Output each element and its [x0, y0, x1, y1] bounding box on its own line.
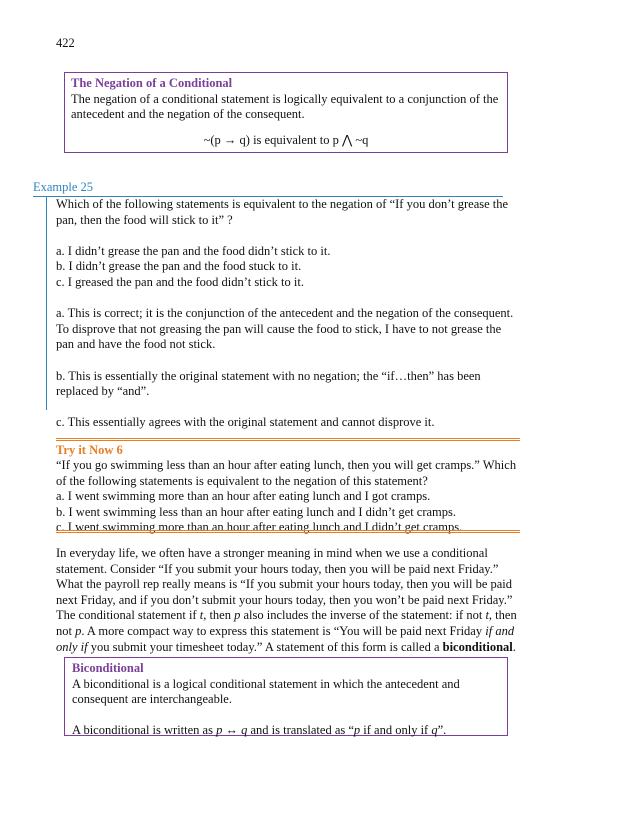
- try-it-option-b: b. I went swimming less than an hour after eating lunch and I didn’t get cramps.: [56, 504, 457, 519]
- try-it-top-rule-2: [56, 440, 520, 441]
- try-it-top-rule: [56, 438, 520, 439]
- try-it-option-a: a. I went swimming more than an hour after eating lunch and I got cramps.: [56, 489, 431, 504]
- try-it-bottom-rule: [56, 530, 520, 531]
- negation-definition-box: [64, 72, 508, 153]
- biconditional-definition-box: [64, 657, 508, 736]
- example-answer-a: a. This is correct; it is the conjunction of the antecedent and the negation of the consequent. To disprove that not greasing the pan will cause the food to stick, I have to not grease the pan and have the food not stick.: [56, 306, 514, 352]
- biconditional-formula: p ↔ q: [216, 723, 248, 738]
- biconditional-intro-paragraph: In everyday life, we often have a stronger meaning in mind when we use a conditional statement. Consider “If you submit your hours today, then you will be paid next Friday.” What the payroll rep really means is “If you submit your hours today, then you will be paid next Friday, and if you don’t submit your hours today, then you won’t be paid next Friday.” The conditional statement if t, then p also includes the inverse of the statement: if not t, then not p. A more compact way to express this statement is “You will be paid next Friday if and only if you submit your timesheet today.” A statement of this form is called a biconditional.: [56, 546, 517, 654]
- try-it-prompt: “If you go swimming less than an hour after eating lunch, then you will get cramps.” Which of the following statements is equivalent to the negation of this statement?: [56, 458, 517, 488]
- try-it-box: [56, 443, 520, 535]
- try-it-bottom-rule-2: [56, 532, 520, 533]
- negation-box-body: The negation of a conditional statement is logically equivalent to a conjunction of the antecedent and the negation of the consequent.: [71, 91, 499, 121]
- try-it-title: Try it Now 6: [56, 443, 123, 457]
- biconditional-notation: A biconditional is written as p ↔ q and is translated as “p if and only if q”.: [72, 723, 447, 738]
- example-left-bar: [46, 196, 47, 410]
- biconditional-definition: A biconditional is a logical conditional statement in which the antecedent and consequent are interchangeable.: [72, 676, 460, 706]
- example-answer-b: b. This is essentially the original statement with no negation; the “if…then” has been replaced by “and”.: [56, 368, 481, 399]
- biconditional-term: biconditional: [442, 639, 513, 654]
- page-number: 422: [56, 36, 75, 50]
- example-body: [56, 197, 518, 431]
- biconditional-box-title: Biconditional: [72, 661, 144, 675]
- example-answer-c: c. This essentially agrees with the original statement and cannot disprove it.: [56, 415, 435, 430]
- example-option-c: c. I greased the pan and the food didn’t stick to it.: [56, 274, 304, 289]
- if-and-only-if-phrase: if and only if: [56, 623, 515, 654]
- try-it-option-c: c. I went swimming more than an hour after eating lunch and I didn’t get cramps.: [56, 520, 463, 535]
- example-option-a: a. I didn’t grease the pan and the food didn’t stick to it.: [56, 243, 331, 258]
- negation-box-title: The Negation of a Conditional: [71, 76, 233, 90]
- example-label: Example 25: [33, 180, 94, 194]
- negation-formula: ~(p → q) is equivalent to p ⋀ ~q: [203, 132, 369, 147]
- example-question: Which of the following statements is equivalent to the negation of “If you don’t grease the pan, then the food will stick to it” ?: [56, 197, 509, 227]
- example-option-b: b. I didn’t grease the pan and the food stuck to it.: [56, 259, 302, 274]
